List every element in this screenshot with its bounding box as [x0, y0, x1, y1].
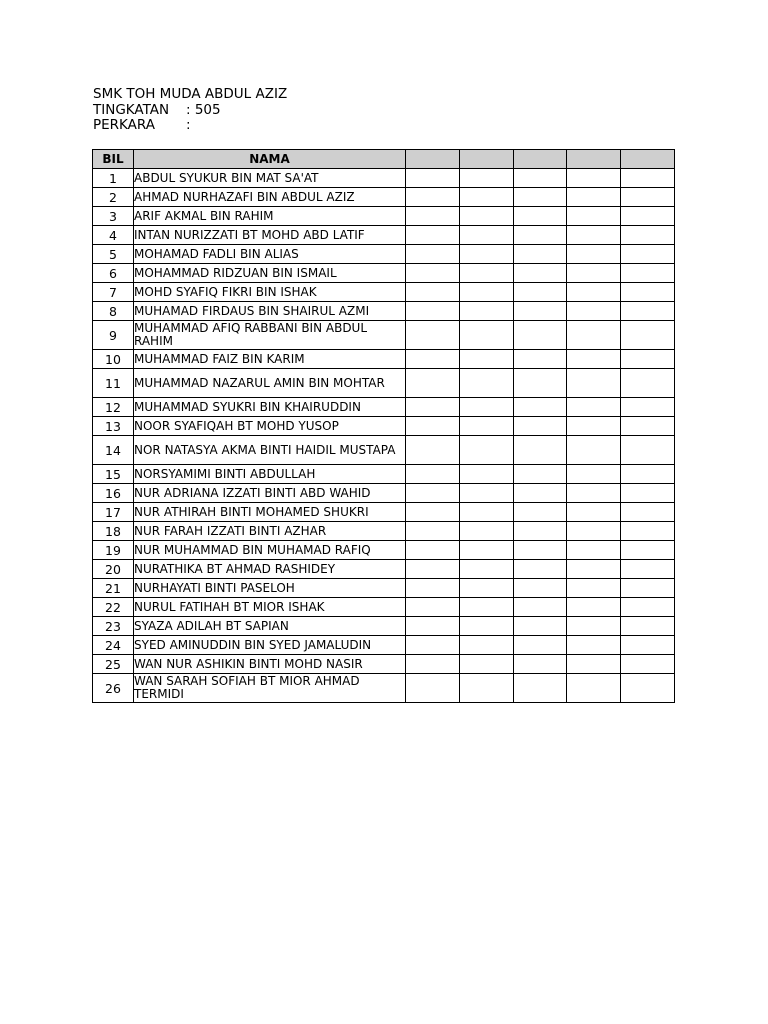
blank-cell[interactable] — [621, 398, 675, 417]
bil-cell: 8 — [93, 302, 134, 321]
table-row — [93, 674, 675, 703]
table-row — [93, 398, 675, 417]
blank-cell[interactable] — [406, 245, 460, 264]
table-row — [93, 226, 675, 245]
blank-cell[interactable] — [514, 655, 567, 674]
blank-cell[interactable] — [621, 655, 675, 674]
blank-cell[interactable] — [406, 617, 460, 636]
blank-cell[interactable] — [567, 465, 621, 484]
table-row — [93, 207, 675, 226]
bil-cell: 14 — [93, 436, 134, 465]
blank-cell[interactable] — [621, 579, 675, 598]
blank-cell[interactable] — [460, 465, 514, 484]
table-row — [93, 598, 675, 617]
blank-cell[interactable] — [621, 436, 675, 465]
bil-cell: 1 — [93, 169, 134, 188]
blank-cell[interactable] — [621, 207, 675, 226]
blank-cell[interactable] — [621, 674, 675, 703]
nama-cell: NUR ATHIRAH BINTI MOHAMED SHUKRI — [134, 503, 406, 522]
table-row — [93, 302, 675, 321]
nama-cell: NUR ADRIANA IZZATI BINTI ABD WAHID — [134, 484, 406, 503]
table-row — [93, 655, 675, 674]
perkara-line — [93, 118, 287, 134]
bil-cell: 25 — [93, 655, 134, 674]
nama-cell: INTAN NURIZZATI BT MOHD ABD LATIF — [134, 226, 406, 245]
blank-cell[interactable] — [621, 503, 675, 522]
blank-cell[interactable] — [406, 369, 460, 398]
bil-cell: 22 — [93, 598, 134, 617]
blank-cell[interactable] — [567, 484, 621, 503]
blank-cell[interactable] — [406, 188, 460, 207]
blank-cell[interactable] — [460, 560, 514, 579]
blank-cell[interactable] — [567, 226, 621, 245]
bil-cell: 2 — [93, 188, 134, 207]
blank-cell[interactable] — [567, 188, 621, 207]
blank-cell[interactable] — [514, 579, 567, 598]
blank-cell[interactable] — [406, 560, 460, 579]
bil-cell: 10 — [93, 350, 134, 369]
column-header-blank-5 — [621, 150, 675, 169]
blank-cell[interactable] — [567, 598, 621, 617]
blank-cell[interactable] — [460, 398, 514, 417]
nama-cell: MUHAMMAD FAIZ BIN KARIM — [134, 350, 406, 369]
blank-cell[interactable] — [514, 264, 567, 283]
blank-cell[interactable] — [514, 598, 567, 617]
blank-cell[interactable] — [621, 283, 675, 302]
blank-cell[interactable] — [406, 226, 460, 245]
column-header-bil: BIL — [93, 150, 134, 169]
blank-cell[interactable] — [514, 369, 567, 398]
column-header-nama: NAMA — [134, 150, 406, 169]
nama-cell: WAN SARAH SOFIAH BT MIOR AHMAD TERMIDI — [134, 674, 406, 703]
blank-cell[interactable] — [567, 617, 621, 636]
blank-cell[interactable] — [514, 417, 567, 436]
bil-cell: 18 — [93, 522, 134, 541]
nama-cell: MOHD SYAFIQ FIKRI BIN ISHAK — [134, 283, 406, 302]
bil-cell: 23 — [93, 617, 134, 636]
blank-cell[interactable] — [621, 321, 675, 350]
table-row — [93, 560, 675, 579]
blank-cell[interactable] — [406, 674, 460, 703]
blank-cell[interactable] — [406, 417, 460, 436]
blank-cell[interactable] — [567, 541, 621, 560]
blank-cell[interactable] — [514, 560, 567, 579]
nama-cell: ARIF AKMAL BIN RAHIM — [134, 207, 406, 226]
blank-cell[interactable] — [621, 465, 675, 484]
nama-cell: ABDUL SYUKUR BIN MAT SA'AT — [134, 169, 406, 188]
blank-cell[interactable] — [514, 465, 567, 484]
blank-cell[interactable] — [514, 188, 567, 207]
blank-cell[interactable] — [514, 321, 567, 350]
blank-cell[interactable] — [567, 674, 621, 703]
blank-cell[interactable] — [621, 245, 675, 264]
table-row — [93, 321, 675, 350]
blank-cell[interactable] — [406, 398, 460, 417]
blank-cell[interactable] — [460, 522, 514, 541]
bil-cell: 17 — [93, 503, 134, 522]
blank-cell[interactable] — [406, 321, 460, 350]
nama-cell: MUHAMMAD AFIQ RABBANI BIN ABDUL RAHIM — [134, 321, 406, 350]
blank-cell[interactable] — [567, 245, 621, 264]
blank-cell[interactable] — [514, 541, 567, 560]
blank-cell[interactable] — [406, 350, 460, 369]
blank-cell[interactable] — [460, 302, 514, 321]
nama-cell: MOHAMAD FADLI BIN ALIAS — [134, 245, 406, 264]
table-row — [93, 417, 675, 436]
school-name: SMK TOH MUDA ABDUL AZIZ — [93, 86, 288, 102]
blank-cell[interactable] — [621, 617, 675, 636]
blank-cell[interactable] — [406, 169, 460, 188]
roster-body — [93, 169, 675, 703]
table-row — [93, 636, 675, 655]
blank-cell[interactable] — [460, 321, 514, 350]
bil-cell: 12 — [93, 398, 134, 417]
table-row — [93, 245, 675, 264]
blank-cell[interactable] — [621, 417, 675, 436]
blank-cell[interactable] — [460, 264, 514, 283]
blank-cell[interactable] — [567, 264, 621, 283]
column-header-blank-1 — [406, 150, 460, 169]
nama-cell: NURUL FATIHAH BT MIOR ISHAK — [134, 598, 406, 617]
column-header-blank-2 — [460, 150, 514, 169]
bil-cell: 5 — [93, 245, 134, 264]
blank-cell[interactable] — [514, 350, 567, 369]
bil-cell: 20 — [93, 560, 134, 579]
table-row — [93, 350, 675, 369]
blank-cell[interactable] — [567, 436, 621, 465]
blank-cell[interactable] — [621, 350, 675, 369]
blank-cell[interactable] — [621, 560, 675, 579]
bil-cell: 26 — [93, 674, 134, 703]
nama-cell: MOHAMMAD RIDZUAN BIN ISMAIL — [134, 264, 406, 283]
blank-cell[interactable] — [514, 226, 567, 245]
tingkatan-line — [93, 103, 287, 119]
blank-cell[interactable] — [567, 398, 621, 417]
blank-cell[interactable] — [406, 283, 460, 302]
blank-cell[interactable] — [514, 169, 567, 188]
table-row — [93, 579, 675, 598]
nama-cell: NURHAYATI BINTI PASELOH — [134, 579, 406, 598]
blank-cell[interactable] — [567, 207, 621, 226]
blank-cell[interactable] — [514, 398, 567, 417]
blank-cell[interactable] — [460, 245, 514, 264]
column-header-blank-3 — [514, 150, 567, 169]
blank-cell[interactable] — [621, 188, 675, 207]
blank-cell[interactable] — [406, 598, 460, 617]
nama-cell: AHMAD NURHAZAFI BIN ABDUL AZIZ — [134, 188, 406, 207]
blank-cell[interactable] — [406, 302, 460, 321]
table-row — [93, 484, 675, 503]
bil-cell: 4 — [93, 226, 134, 245]
nama-cell: NOOR SYAFIQAH BT MOHD YUSOP — [134, 417, 406, 436]
blank-cell[interactable] — [406, 207, 460, 226]
blank-cell[interactable] — [621, 302, 675, 321]
blank-cell[interactable] — [460, 226, 514, 245]
blank-cell[interactable] — [514, 245, 567, 264]
blank-cell[interactable] — [406, 636, 460, 655]
blank-cell[interactable] — [460, 541, 514, 560]
blank-cell[interactable] — [460, 417, 514, 436]
table-row — [93, 617, 675, 636]
nama-cell: NURATHIKA BT AHMAD RASHIDEY — [134, 560, 406, 579]
blank-cell[interactable] — [514, 674, 567, 703]
blank-cell[interactable] — [460, 188, 514, 207]
nama-cell: NORSYAMIMI BINTI ABDULLAH — [134, 465, 406, 484]
blank-cell[interactable] — [514, 522, 567, 541]
blank-cell[interactable] — [567, 283, 621, 302]
table-row — [93, 465, 675, 484]
nama-cell: MUHAMAD FIRDAUS BIN SHAIRUL AZMI — [134, 302, 406, 321]
blank-cell[interactable] — [406, 465, 460, 484]
blank-cell[interactable] — [460, 436, 514, 465]
nama-cell: SYED AMINUDDIN BIN SYED JAMALUDIN — [134, 636, 406, 655]
bil-cell: 9 — [93, 321, 134, 350]
nama-cell: WAN NUR ASHIKIN BINTI MOHD NASIR — [134, 655, 406, 674]
bil-cell: 21 — [93, 579, 134, 598]
blank-cell[interactable] — [514, 503, 567, 522]
nama-cell: NOR NATASYA AKMA BINTI HAIDIL MUSTAPA — [134, 436, 406, 465]
blank-cell[interactable] — [621, 264, 675, 283]
blank-cell[interactable] — [406, 541, 460, 560]
blank-cell[interactable] — [567, 417, 621, 436]
blank-cell[interactable] — [460, 503, 514, 522]
blank-cell[interactable] — [514, 207, 567, 226]
blank-cell[interactable] — [514, 302, 567, 321]
table-row — [93, 283, 675, 302]
blank-cell[interactable] — [567, 522, 621, 541]
blank-cell[interactable] — [406, 579, 460, 598]
blank-cell[interactable] — [621, 484, 675, 503]
nama-cell: MUHAMMAD SYUKRI BIN KHAIRUDDIN — [134, 398, 406, 417]
bil-cell: 7 — [93, 283, 134, 302]
blank-cell[interactable] — [460, 484, 514, 503]
blank-cell[interactable] — [514, 283, 567, 302]
table-row — [93, 188, 675, 207]
bil-cell: 16 — [93, 484, 134, 503]
student-roster-table — [92, 149, 675, 703]
blank-cell[interactable] — [460, 617, 514, 636]
tingkatan-label: TINGKATAN — [93, 101, 170, 118]
bil-cell: 6 — [93, 264, 134, 283]
bil-cell: 11 — [93, 369, 134, 398]
blank-cell[interactable] — [406, 436, 460, 465]
document-header — [93, 87, 287, 134]
bil-cell: 3 — [93, 207, 134, 226]
table-row — [93, 522, 675, 541]
table-row — [93, 169, 675, 188]
bil-cell: 19 — [93, 541, 134, 560]
blank-cell[interactable] — [567, 369, 621, 398]
blank-cell[interactable] — [460, 169, 514, 188]
blank-cell[interactable] — [406, 655, 460, 674]
blank-cell[interactable] — [514, 436, 567, 465]
blank-cell[interactable] — [460, 674, 514, 703]
blank-cell[interactable] — [460, 636, 514, 655]
nama-cell: MUHAMMAD NAZARUL AMIN BIN MOHTAR — [134, 369, 406, 398]
nama-cell: NUR MUHAMMAD BIN MUHAMAD RAFIQ — [134, 541, 406, 560]
blank-cell[interactable] — [621, 636, 675, 655]
blank-cell[interactable] — [460, 598, 514, 617]
blank-cell[interactable] — [406, 264, 460, 283]
nama-cell: NUR FARAH IZZATI BINTI AZHAR — [134, 522, 406, 541]
blank-cell[interactable] — [406, 484, 460, 503]
blank-cell[interactable] — [514, 484, 567, 503]
blank-cell[interactable] — [621, 226, 675, 245]
bil-cell: 15 — [93, 465, 134, 484]
blank-cell[interactable] — [621, 169, 675, 188]
blank-cell[interactable] — [460, 207, 514, 226]
blank-cell[interactable] — [621, 369, 675, 398]
table-row — [93, 503, 675, 522]
blank-cell[interactable] — [567, 636, 621, 655]
blank-cell[interactable] — [460, 579, 514, 598]
bil-cell: 13 — [93, 417, 134, 436]
perkara-value: : — [186, 117, 191, 133]
bil-cell: 24 — [93, 636, 134, 655]
table-row — [93, 369, 675, 398]
table-header-row — [93, 150, 675, 169]
blank-cell[interactable] — [406, 503, 460, 522]
nama-cell: SYAZA ADILAH BT SAPIAN — [134, 617, 406, 636]
blank-cell[interactable] — [567, 321, 621, 350]
blank-cell[interactable] — [514, 636, 567, 655]
blank-cell[interactable] — [567, 350, 621, 369]
perkara-label: PERKARA — [93, 117, 155, 133]
tingkatan-value: : 505 — [186, 101, 221, 118]
blank-cell[interactable] — [621, 522, 675, 541]
table-row — [93, 436, 675, 465]
blank-cell[interactable] — [567, 169, 621, 188]
blank-cell[interactable] — [567, 560, 621, 579]
column-header-blank-4 — [567, 150, 621, 169]
blank-cell[interactable] — [460, 369, 514, 398]
blank-cell[interactable] — [567, 579, 621, 598]
table-row — [93, 264, 675, 283]
blank-cell[interactable] — [567, 302, 621, 321]
blank-cell[interactable] — [621, 598, 675, 617]
blank-cell[interactable] — [460, 655, 514, 674]
blank-cell[interactable] — [567, 655, 621, 674]
blank-cell[interactable] — [460, 283, 514, 302]
blank-cell[interactable] — [567, 503, 621, 522]
blank-cell[interactable] — [460, 350, 514, 369]
blank-cell[interactable] — [621, 541, 675, 560]
table-row — [93, 541, 675, 560]
blank-cell[interactable] — [406, 522, 460, 541]
blank-cell[interactable] — [514, 617, 567, 636]
